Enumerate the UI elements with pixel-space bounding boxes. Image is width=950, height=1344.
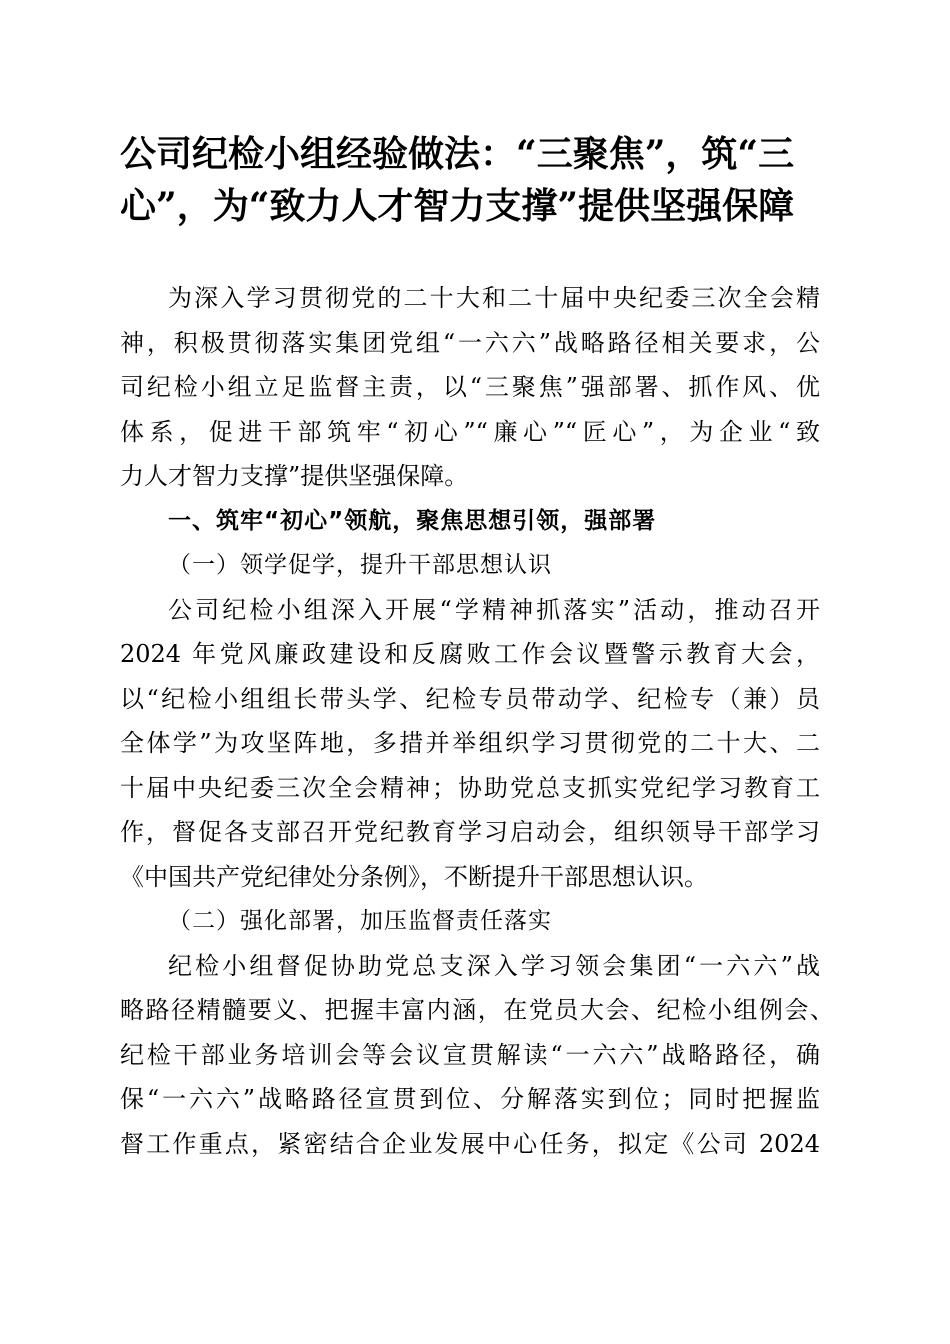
subsection-heading: （二）强化部署，加压监督责任落实 <box>168 908 552 934</box>
paragraph-line: 《中国共产党纪律处分条例》，不断提升干部思想认识。 <box>120 862 708 891</box>
paragraph-line: 神，积极贯彻落实集团党组“一六六”战略路径相关要求，公 <box>120 328 820 357</box>
title-line: 公司纪检小组经验做法：“三聚焦”，筑“三 <box>120 133 795 175</box>
paragraph-line: 十届中央纪委三次全会精神；协助党总支抓实党纪学习教育工 <box>120 773 820 802</box>
paragraph-line: 纪检小组督促协助党总支深入学习领会集团“一六六”战 <box>168 951 820 980</box>
subsection-paragraph <box>120 944 840 1167</box>
intro-paragraph <box>120 276 840 499</box>
paragraph-line: 全体学”为攻坚阵地，多措并举组织学习贯彻党的二十大、二 <box>120 729 820 757</box>
paragraph-line: 督工作重点，紧密结合企业发展中心任务，拟定《公司 2024 <box>120 1129 820 1158</box>
paragraph-line: 纪检干部业务培训会等会议宣贯解读“一六六”战略路径，确 <box>120 1040 820 1069</box>
subsection-paragraph <box>120 588 840 900</box>
document-title <box>120 128 832 232</box>
document-body <box>120 276 840 1166</box>
paragraph-line: 公司纪检小组深入开展“学精神抓落实”活动，推动召开 <box>168 595 820 624</box>
paragraph-line: 保“一六六”战略路径宣贯到位、分解落实到位；同时把握监 <box>120 1085 820 1113</box>
paragraph-line: 2024 年党风廉政建设和反腐败工作会议暨警示教育大会， <box>120 640 820 668</box>
paragraph-line: 略路径精髓要义、把握丰富内涵，在党员大会、纪检小组例会、 <box>120 996 834 1024</box>
paragraph-line: 力人才智力支撑”提供坚强保障。 <box>120 462 469 490</box>
paragraph-line: 作，督促各支部召开党纪教育学习启动会，组织领导干部学习 <box>120 818 820 846</box>
title-line: 心”，为“致力人才智力支撑”提供坚强保障 <box>120 185 795 227</box>
subsection-heading: （一）领学促学，提升干部思想认识 <box>168 552 552 578</box>
section-heading: 一、筑牢“初心”领航，聚焦思想引领，强部署 <box>168 507 657 534</box>
paragraph-line: 为深入学习贯彻党的二十大和二十届中央纪委三次全会精 <box>168 284 820 312</box>
paragraph-line: 以“纪检小组组长带头学、纪检专员带动学、纪检专（兼）员 <box>120 684 820 713</box>
paragraph-line: 司纪检小组立足监督主责，以“三聚焦”强部署、抓作风、优 <box>120 373 820 401</box>
paragraph-line: 体系，促进干部筑牢“初心”“廉心”“匠心”，为企业“致 <box>120 417 820 446</box>
